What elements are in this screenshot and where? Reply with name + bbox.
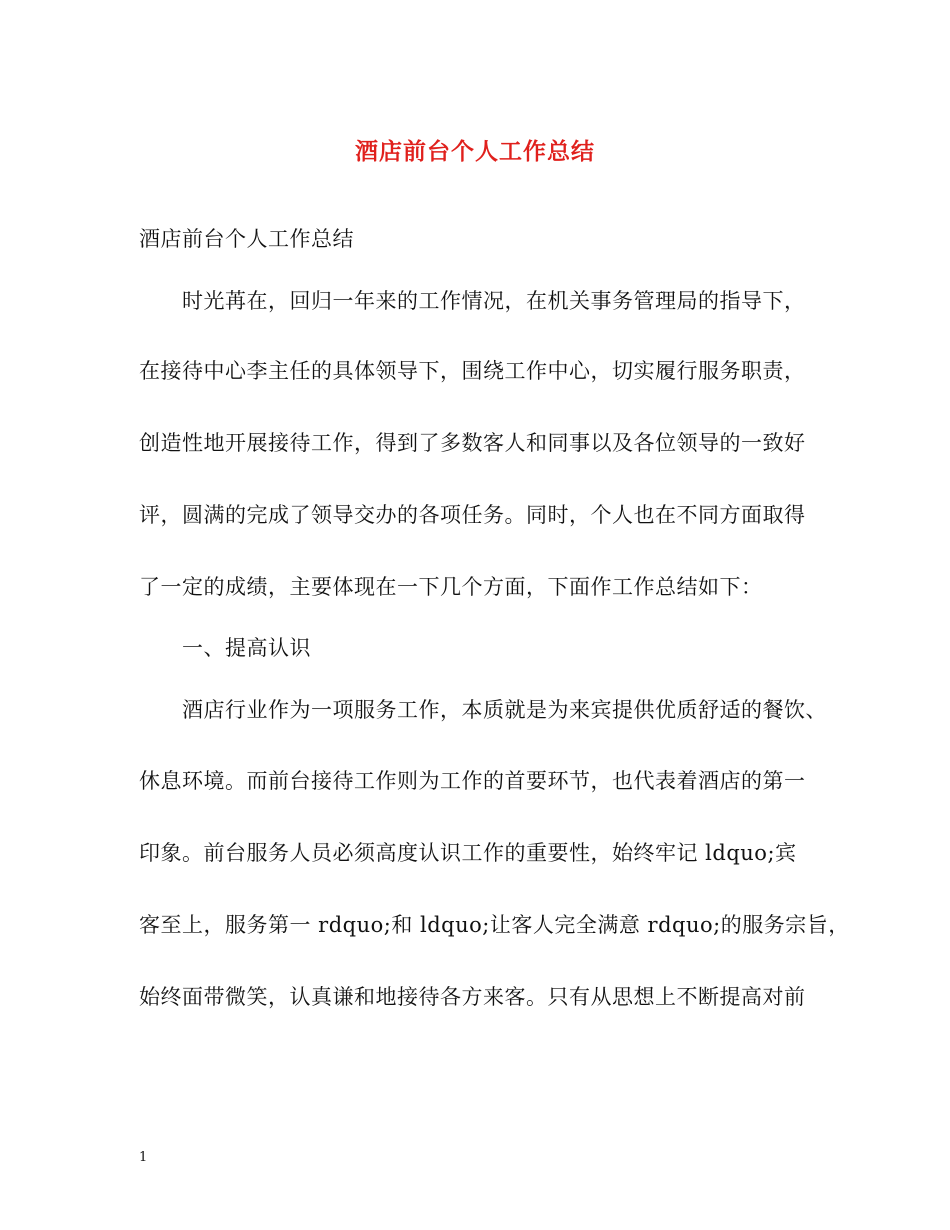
paragraph-2-line-2: 休息环境。而前台接待工作则为工作的首要环节，也代表着酒店的第一 <box>139 769 806 793</box>
document-title: 酒店前台个人工作总结 <box>355 138 595 165</box>
paragraph-1-line-1: 时光苒在，回归一年来的工作情况，在机关事务管理局的指导下， <box>182 289 806 313</box>
paragraph-1-line-2: 在接待中心李主任的具体领导下，围绕工作中心，切实履行服务职责， <box>139 359 806 383</box>
paragraph-1-line-3: 创造性地开展接待工作，得到了多数客人和同事以及各位领导的一致好 <box>139 431 806 455</box>
document-subtitle: 酒店前台个人工作总结 <box>139 227 354 251</box>
paragraph-1-line-5: 了一定的成绩，主要体现在一下几个方面，下面作工作总结如下： <box>139 575 763 599</box>
paragraph-1-line-4: 评，圆满的完成了领导交办的各项任务。同时，个人也在不同方面取得 <box>139 503 806 527</box>
page-number: 1 <box>139 1150 148 1165</box>
paragraph-2-line-3: 印象。前台服务人员必须高度认识工作的重要性，始终牢记 ldquo;宾 <box>139 841 797 865</box>
section-1-heading: 一、提高认识 <box>182 636 311 660</box>
paragraph-2-line-4: 客至上，服务第一 rdquo;和 ldquo;让客人完全满意 rdquo;的服务宗旨， <box>139 913 850 937</box>
paragraph-2-line-1: 酒店行业作为一项服务工作，本质就是为来宾提供优质舒适的餐饮、 <box>182 698 827 722</box>
paragraph-2-line-5: 始终面带微笑，认真谦和地接待各方来客。只有从思想上不断提高对前 <box>139 985 806 1009</box>
